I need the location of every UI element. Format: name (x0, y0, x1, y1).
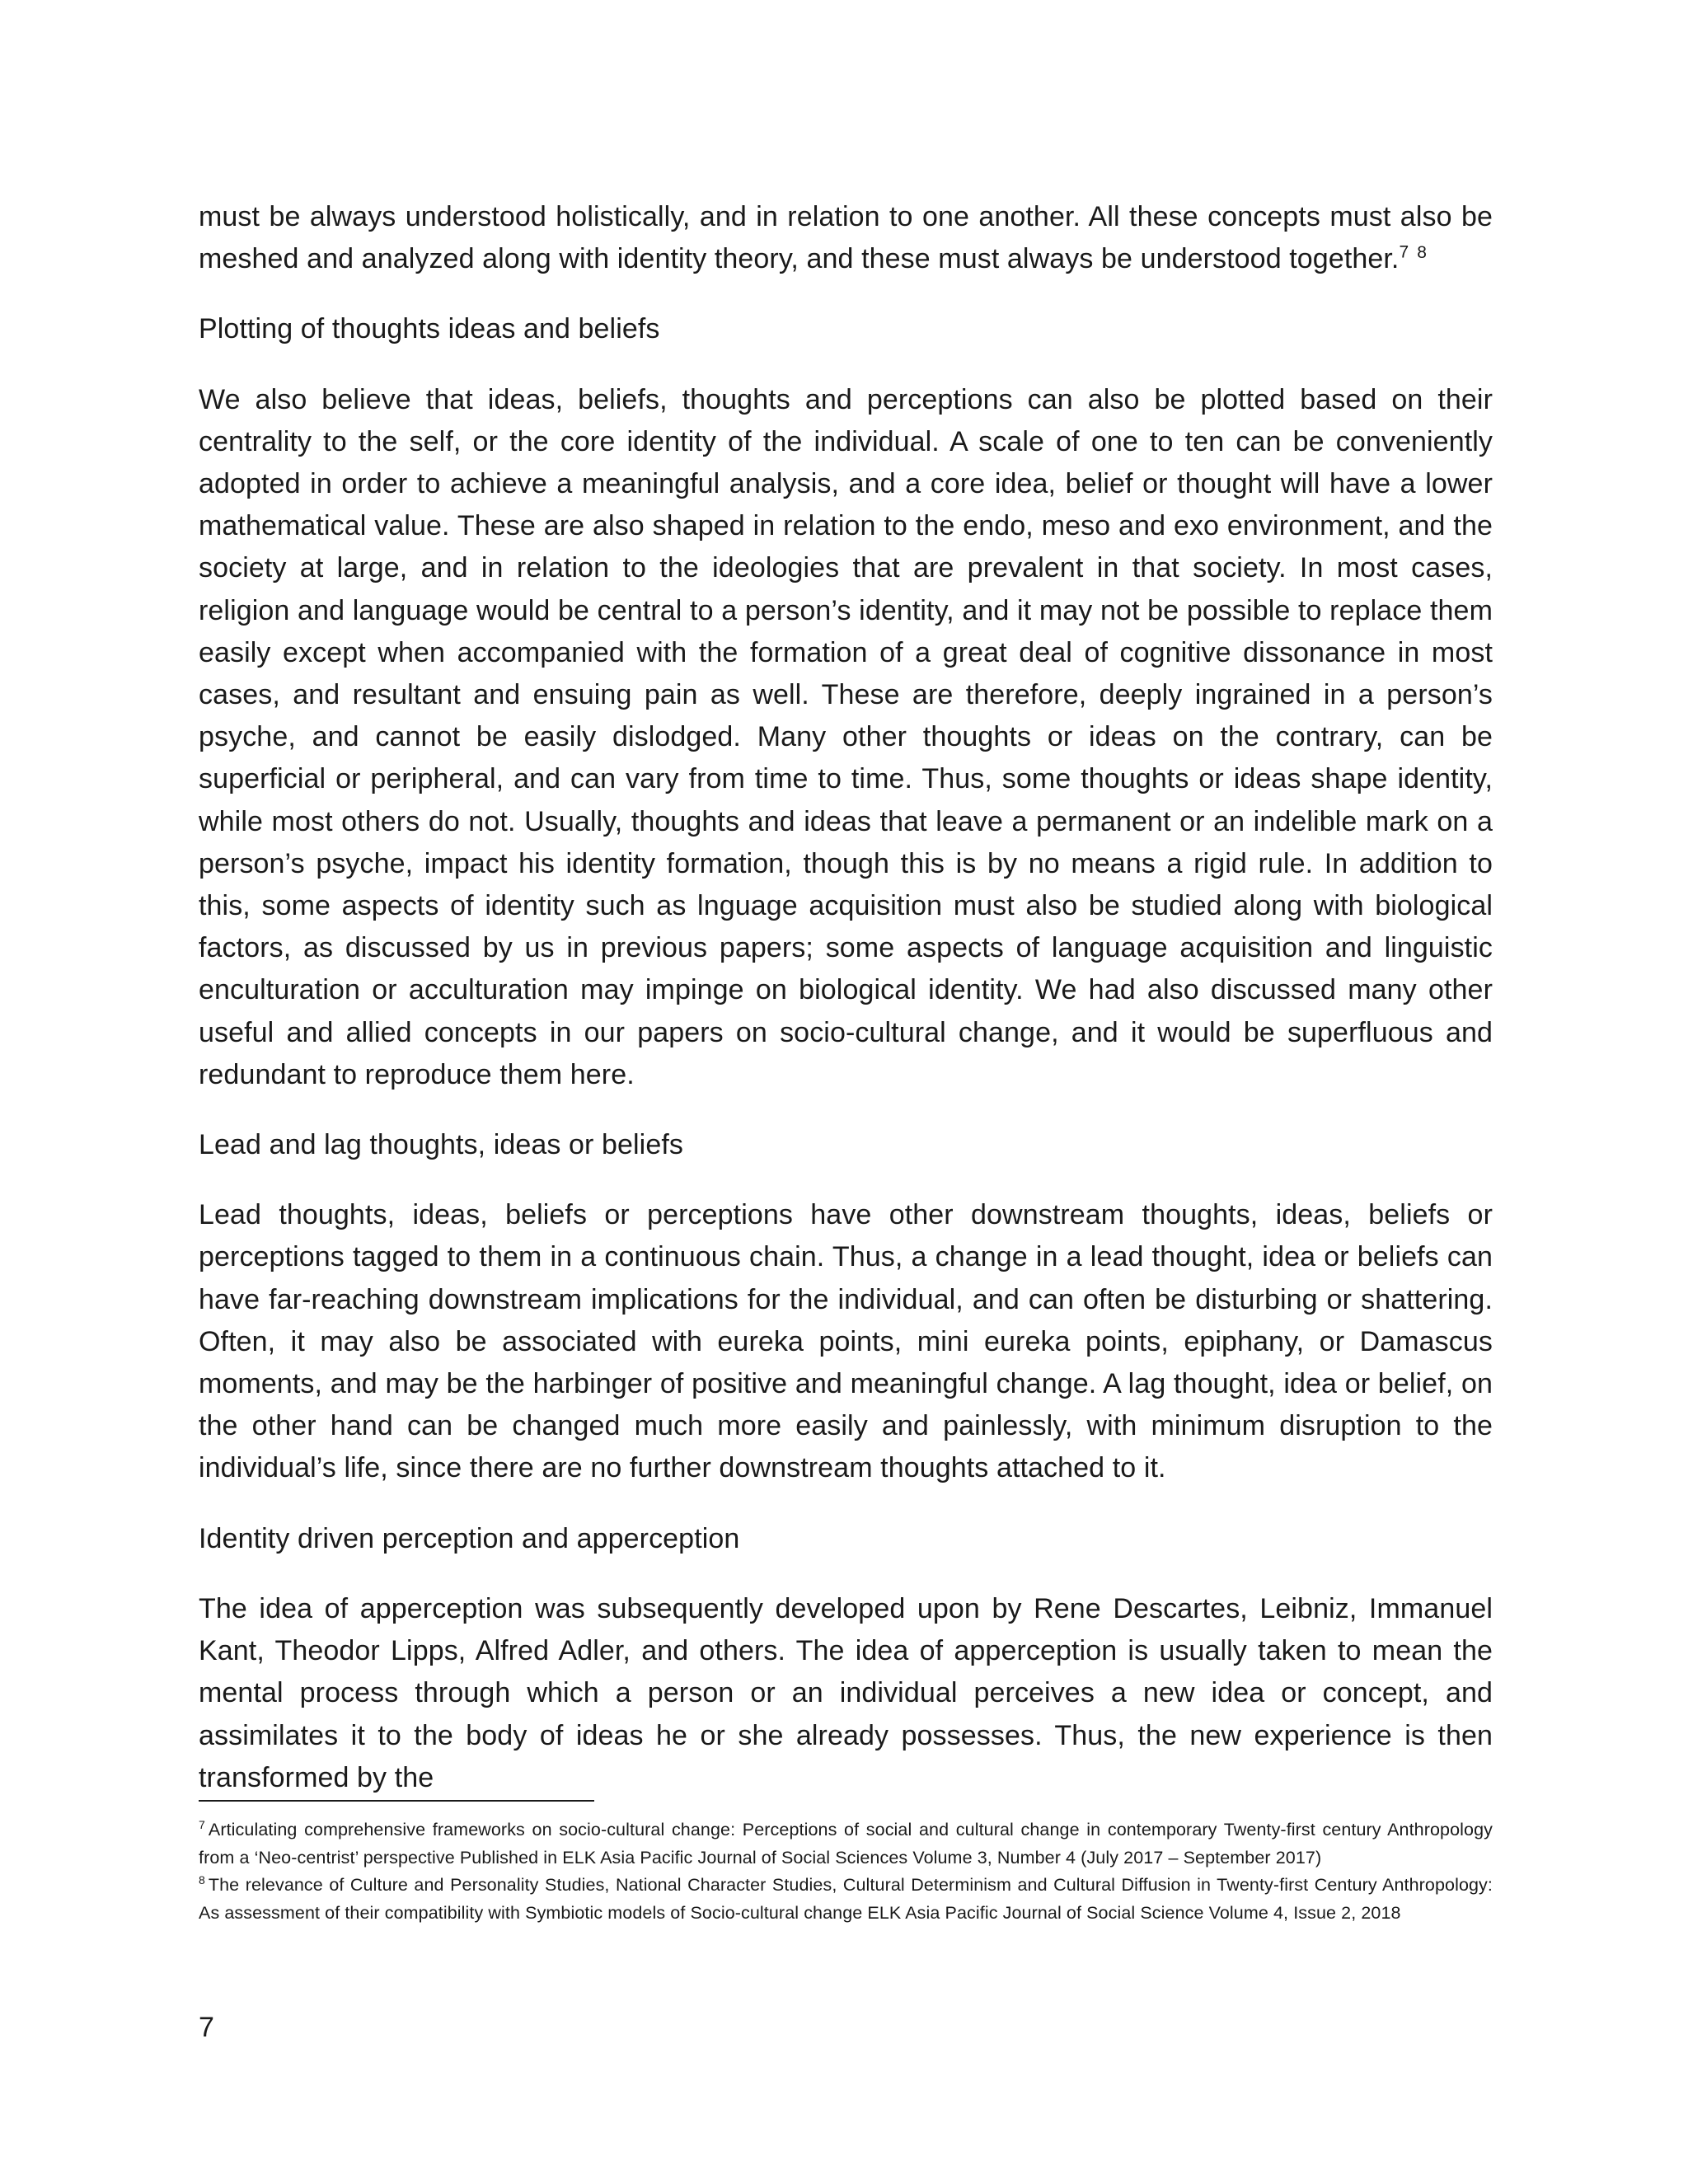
footnote-ref-7[interactable]: 7 (1399, 242, 1409, 262)
footnote-text: Articulating comprehensive frameworks on socio-cultural change: Perceptions of social and cultural change in contemporary Twenty-first century Anthropology from a ‘Neo-centrist’ perspective Published in ELK Asia Pacific Journal of Social Sciences Volume 3, Number 4 (July 2017 – September 2017) (199, 1820, 1493, 1868)
document-body (199, 196, 1493, 1827)
section-paragraph-apperception: The idea of apperception was subsequently developed upon by Rene Descartes, Leibniz, Immanuel Kant, Theodor Lipps, Alfred Adler, and others. The idea of apperception is usually taken to mean the mental process through which a person or an individual perceives a new idea or concept, and assimilates it to the body of ideas he or she already possesses. Thus, the new experience is then transformed by the (199, 1592, 1493, 1793)
continuation-paragraph: must be always understood holistically, and in relation to one another. All these concepts must also be meshed and analyzed along with identity theory, and these must always be understood together.$^7$ $^8$ (199, 201, 1493, 275)
section-paragraph-plotting: We also believe that ideas, beliefs, thoughts and perceptions can also be plotted based on their centrality to the self, or the core identity of the individual. A scale of one to ten can be conveniently adopted in order to achieve a meaningful analysis, and a core idea, belief or thought will have a lower mathematical value. These are also shaped in relation to the endo, meso and exo environment, and the society at large, and in relation to the ideologies that are prevalent in that society. In most cases, religion and language would be central to a person’s identity, and it may not be possible to replace them easily except when accompanied with the formation of a great deal of cognitive dissonance in most cases, and resultant and ensuing pain as well. These are therefore, deeply ingrained in a person’s psyche, and cannot be easily dislodged. Many other thoughts or ideas on the contrary, can be superficial or peripheral, and can vary from time to time. Thus, some thoughts or ideas shape identity, while most others do not. Usually, thoughts and ideas that leave a permanent or an indelible mark on a person’s psyche, impact his identity formation, though this is by no means a rigid rule. In addition to this, some aspects of identity such as lnguage acquisition must also be studied along with biological factors, as discussed by us in previous papers; some aspects of language acquisition and linguistic enculturation or acculturation may impinge on biological identity. We had also discussed many other useful and allied concepts in our papers on socio-cultural change, and it would be superfluous and redundant to reproduce them here. (199, 383, 1493, 1090)
footnote-number: 8 (199, 1872, 205, 1886)
footnote-7 (199, 1816, 1493, 1872)
footnote-divider (199, 1800, 594, 1802)
footnote-number: 7 (199, 1817, 205, 1831)
footnote-text: The relevance of Culture and Personality Studies, National Character Studies, Cultural Determinism and Cultural Diffusion in Twenty-first Century Anthropology: As assessment of their compatibility with Symbiotic models of Socio-cultural change ELK Asia Pacific Journal of Social Science Volume 4, Issue 2, 2018 (199, 1875, 1493, 1923)
footnote-ref-8[interactable]: 8 (1417, 242, 1428, 262)
section-heading-plotting: Plotting of thoughts ideas and beliefs (199, 313, 660, 345)
footnote-8 (199, 1872, 1493, 1927)
footnotes (199, 1816, 1493, 1927)
section-heading-lead-lag: Lead and lag thoughts, ideas or beliefs (199, 1129, 683, 1161)
section-paragraph-lead-lag: Lead thoughts, ideas, beliefs or perceptions have other downstream thoughts, ideas, beliefs or perceptions tagged to them in a continuous chain. Thus, a change in a lead thought, idea or beliefs can have far-reaching downstream implications for the individual, and can often be disturbing or shattering. Often, it may also be associated with eureka points, mini eureka points, epiphany, or Damascus moments, and may be the harbinger of positive and meaningful change. A lag thought, idea or belief, on the other hand can be changed much more easily and painlessly, with minimum disruption to the individual’s life, since there are no further downstream thoughts attached to it. (199, 1199, 1493, 1484)
section-heading-apperception: Identity driven perception and apperception (199, 1522, 740, 1554)
page-number: 7 (199, 2012, 214, 2043)
